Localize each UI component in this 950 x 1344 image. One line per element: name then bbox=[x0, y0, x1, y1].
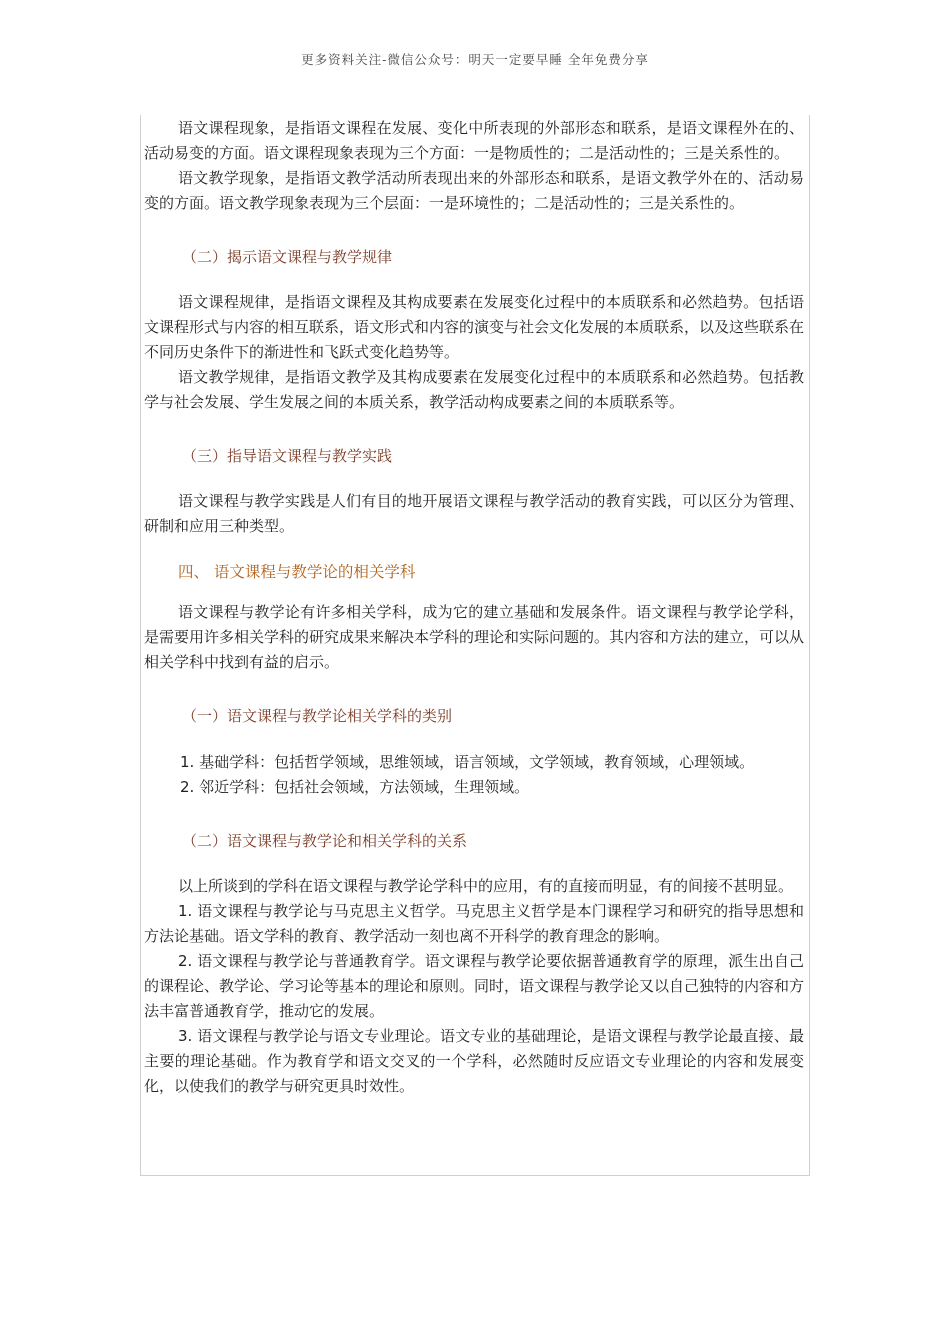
section-heading: （二）语文课程与教学论和相关学科的关系 bbox=[182, 832, 468, 850]
paragraph: 语文教学现象，是指语文教学活动所表现出来的外部形态和联系，是语文教学外在的、活动易变的方面。语文教学现象表现为三个层面：一是环境性的；二是活动性的；三是关系性的。 bbox=[144, 169, 804, 212]
section-heading: （三）指导语文课程与教学实践 bbox=[182, 447, 393, 465]
list-item: 2. 邻近学科：包括社会领域，方法领域，生理领域。 bbox=[180, 778, 530, 796]
paragraph: 1. 语文课程与教学论与马克思主义哲学。马克思主义哲学是本门课程学习和研究的指导思想和方法论基础。语文学科的教育、教学活动一刻也离不开科学的教育理念的影响。 bbox=[144, 902, 804, 945]
chapter-heading: 四、 语文课程与教学论的相关学科 bbox=[178, 563, 416, 581]
document-body bbox=[144, 115, 804, 1099]
paragraph: 2. 语文课程与教学论与普通教育学。语文课程与教学论要依据普通教育学的原理，派生出自己的课程论、教学论、学习论等基本的理论和原则。同时，语文课程与教学论又以自己独特的内容和方法丰富普通教育学，推动它的发展。 bbox=[144, 952, 805, 1020]
paragraph: 以上所谈到的学科在语文课程与教学论学科中的应用，有的直接而明显，有的间接不甚明显。 bbox=[178, 877, 794, 895]
paragraph: 语文课程现象，是指语文课程在发展、变化中所表现的外部形态和联系，是语文课程外在的、活动易变的方面。语文课程现象表现为三个方面：一是物质性的；二是活动性的；三是关系性的。 bbox=[144, 119, 804, 162]
paragraph: 3. 语文课程与教学论与语文专业理论。语文专业的基础理论，是语文课程与教学论最直接、最主要的理论基础。作为教育学和语文交叉的一个学科，必然随时反应语文专业理论的内容和发展变化，以使我们的教学与研究更具时效性。 bbox=[144, 1027, 804, 1095]
list-item: 1. 基础学科：包括哲学领域，思维领域，语言领域，文学领域，教育领域，心理领域。 bbox=[180, 753, 755, 771]
paragraph: 语文教学规律，是指语文教学及其构成要素在发展变化过程中的本质联系和必然趋势。包括教学与社会发展、学生发展之间的本质关系，教学活动构成要素之间的本质联系等。 bbox=[144, 368, 804, 411]
paragraph: 语文课程规律，是指语文课程及其构成要素在发展变化过程中的本质联系和必然趋势。包括语文课程形式与内容的相互联系，语文形式和内容的演变与社会文化发展的本质联系，以及这些联系在不同历史条件下的渐进性和飞跃式变化趋势等。 bbox=[144, 293, 805, 361]
section-heading: （一）语文课程与教学论相关学科的类别 bbox=[182, 707, 453, 725]
section-heading: （二）揭示语文课程与教学规律 bbox=[182, 248, 393, 266]
page-header: 更多资料关注-微信公众号：明天一定要早睡 全年免费分享 bbox=[301, 52, 649, 67]
paragraph: 语文课程与教学论有许多相关学科，成为它的建立基础和发展条件。语文课程与教学论学科，是需要用许多相关学科的研究成果来解决本学科的理论和实际问题的。其内容和方法的建立，可以从相关学科中找到有益的启示。 bbox=[144, 603, 805, 671]
paragraph: 语文课程与教学实践是人们有目的地开展语文课程与教学活动的教育实践，可以区分为管理、研制和应用三种类型。 bbox=[144, 492, 804, 535]
